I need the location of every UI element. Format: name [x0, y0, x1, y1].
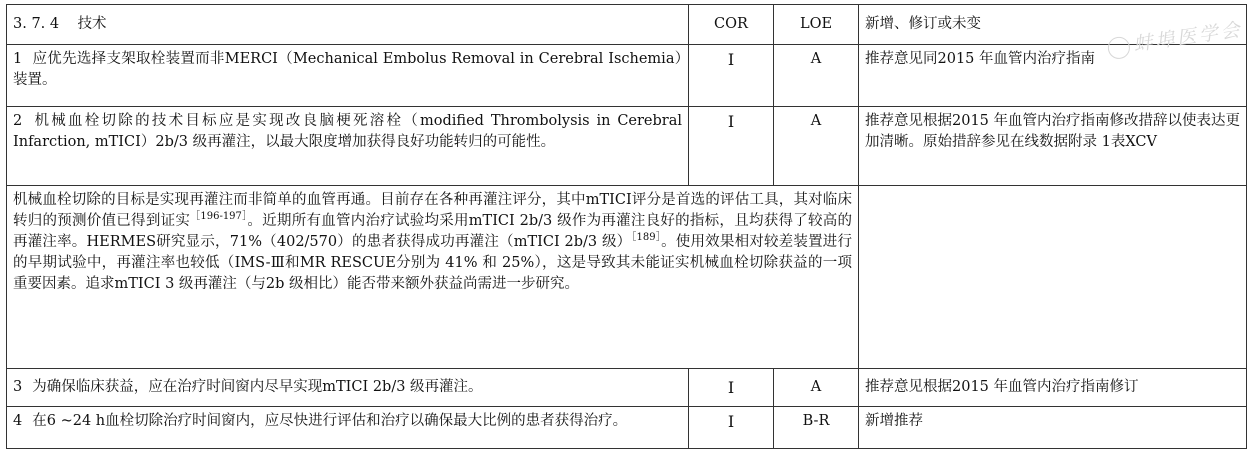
loe-value: B-R [774, 407, 859, 449]
recommendation-text [7, 407, 689, 449]
recommendation-table [6, 4, 1247, 449]
cor-value: Ⅰ [689, 45, 774, 107]
section-heading [7, 5, 689, 45]
table-row [7, 407, 1247, 449]
cor-value: Ⅰ [689, 407, 774, 449]
table-row [7, 45, 1247, 107]
section-number: 3. 7. 4 [13, 16, 60, 32]
evidence-empty-cell [859, 186, 1247, 369]
change-value: 推荐意见同2015 年血管内治疗指南 [859, 45, 1247, 107]
cor-value: Ⅰ [689, 369, 774, 407]
table-header-row [7, 5, 1247, 45]
cor-header: COR [689, 5, 774, 45]
citation-196-197: ［196-197］ [190, 211, 248, 223]
loe-value: A [774, 107, 859, 186]
cor-value: Ⅰ [689, 107, 774, 186]
recommendation-number: 3 [13, 379, 23, 395]
evidence-part-2: 。近期所有血管内治疗试验均采用mTICI 2b/3 级作为再灌注良好的指标，且均获得了较高的再灌注率。HERMES研究显示，71%（402/570）的患者获得成功再灌注（mTICI 2b/3 级） [13, 213, 852, 250]
loe-header: LOE [774, 5, 859, 45]
evidence-row [7, 186, 1247, 369]
table-row [7, 369, 1247, 407]
recommendation-number: 4 [13, 413, 23, 429]
watermark-text: 蚌埠医学会 [1132, 18, 1245, 56]
evidence-text [7, 186, 859, 369]
change-value: 推荐意见根据2015 年血管内治疗指南修订 [859, 369, 1247, 407]
loe-value: A [774, 369, 859, 407]
recommendation-body: 机械血栓切除的技术目标应是实现改良脑梗死溶栓（modified Thrombolysis in Cerebral Infarction, mTICI）2b/3 级再灌注，以最大限度增加获得良好功能转归的可能性。 [13, 113, 682, 150]
recommendation-text [7, 107, 689, 186]
change-value: 推荐意见根据2015 年血管内治疗指南修改措辞以使表达更加清晰。原始措辞参见在线数据附录 1表XCV [859, 107, 1247, 186]
change-header: 新增、修订或未变 [859, 5, 1247, 45]
section-title: 技术 [77, 16, 107, 32]
evidence-part-3: 。使用效果相对较差装置进行的早期试验中，再灌注率也较低（IMS-Ⅲ和MR RESCUE分别为 41% 和 25%），这是导致其未能证实机械血栓切除获益的一项重要因素。追求mTICI 3 级再灌注（与2b 级相比）能否带来额外获益尚需进一步研究。 [13, 234, 852, 292]
recommendation-number: 2 [13, 113, 23, 129]
citation-189: ［189］ [631, 232, 662, 244]
table-row [7, 107, 1247, 186]
recommendation-text [7, 369, 689, 407]
recommendation-body: 在6 ~24 h血栓切除治疗时间窗内，应尽快进行评估和治疗以确保最大比例的患者获得治疗。 [32, 413, 628, 429]
loe-value: A [774, 45, 859, 107]
recommendation-number: 1 [13, 51, 23, 67]
recommendation-body: 为确保临床获益，应在治疗时间窗内尽早实现mTICI 2b/3 级再灌注。 [32, 379, 483, 395]
evidence-part-1: 机械血栓切除的目标是实现再灌注而非简单的血管再通。目前存在各种再灌注评分，其中mTICI评分是首选的评估工具，其对临床转归的预测价值已得到证实 [13, 192, 852, 229]
recommendation-text [7, 45, 689, 107]
recommendation-body: 应优先选择支架取栓装置而非MERCI（Mechanical Embolus Removal in Cerebral Ischemia）装置。 [13, 51, 682, 88]
change-value: 新增推荐 [859, 407, 1247, 449]
